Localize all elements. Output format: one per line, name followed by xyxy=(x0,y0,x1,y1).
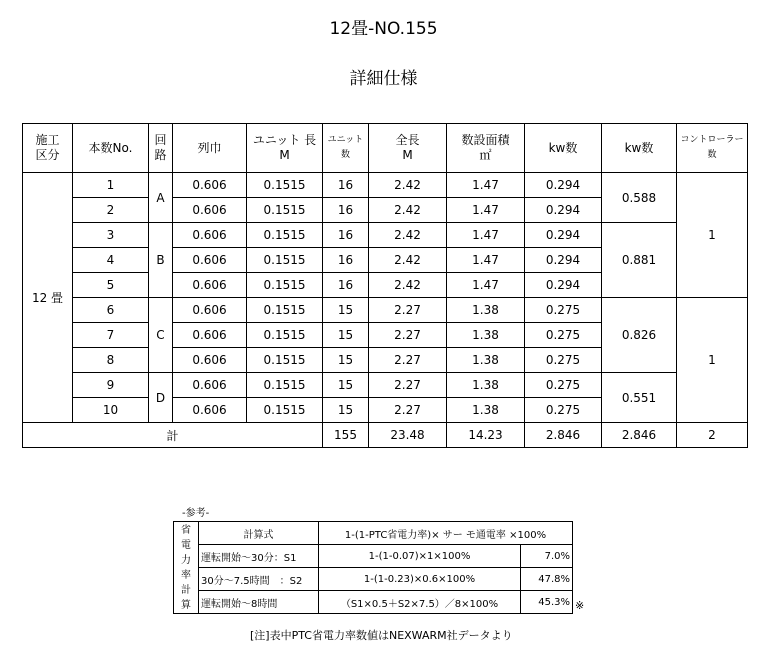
reference-row-label: 30分～7.5時間 ：S2 xyxy=(199,568,319,591)
controller-cell: 1 xyxy=(677,298,748,423)
table-row xyxy=(23,373,748,398)
reference-row-value: 45.3% xyxy=(521,591,573,614)
cell-unit-length: 0.1515 xyxy=(247,398,323,423)
cell-no: 3 xyxy=(73,223,149,248)
cell-total-length: 2.42 xyxy=(369,273,447,298)
cell-unit-count: 16 xyxy=(323,173,369,198)
cell-area: 1.38 xyxy=(447,373,525,398)
cell-width: 0.606 xyxy=(173,248,247,273)
cell-width: 0.606 xyxy=(173,223,247,248)
cell-no: 9 xyxy=(73,373,149,398)
cell-kw: 0.275 xyxy=(525,398,602,423)
cell-area: 1.47 xyxy=(447,248,525,273)
total-label: 計 xyxy=(23,423,323,448)
cell-width: 0.606 xyxy=(173,348,247,373)
cell-width: 0.606 xyxy=(173,398,247,423)
cell-no: 4 xyxy=(73,248,149,273)
cell-kw: 0.294 xyxy=(525,198,602,223)
reference-row-label: 運転開始～30分：S1 xyxy=(199,545,319,568)
cell-width: 0.606 xyxy=(173,273,247,298)
cell-width: 0.606 xyxy=(173,198,247,223)
cell-unit-length: 0.1515 xyxy=(247,273,323,298)
reference-row-value: 7.0% xyxy=(521,545,573,568)
cell-width: 0.606 xyxy=(173,173,247,198)
cell-unit-count: 15 xyxy=(323,323,369,348)
table-row xyxy=(23,298,748,323)
circuit-cell: B xyxy=(149,223,173,298)
cell-area: 1.47 xyxy=(447,173,525,198)
cell-area: 1.38 xyxy=(447,298,525,323)
spec-table xyxy=(22,123,748,448)
cell-unit-length: 0.1515 xyxy=(247,173,323,198)
reference-table xyxy=(173,521,573,614)
reference-header-formula: 1-(1-PTC省電力率)× サー モ通電率 ×100% xyxy=(319,522,573,545)
table-row xyxy=(23,223,748,248)
cell-area: 1.47 xyxy=(447,198,525,223)
cell-unit-count: 16 xyxy=(323,198,369,223)
footnote: [注]表中PTC省電力率数値はNEXWARM社データより xyxy=(250,629,513,642)
header-unit-count: ユニット 数 xyxy=(323,124,369,173)
cell-no: 8 xyxy=(73,348,149,373)
reference-caption: -参考- xyxy=(182,508,210,519)
cell-unit-count: 15 xyxy=(323,373,369,398)
cell-kw: 0.294 xyxy=(525,173,602,198)
total-unit-count: 155 xyxy=(323,423,369,448)
total-controllers: 2 xyxy=(677,423,748,448)
header-no: 本数No. xyxy=(73,124,149,173)
cell-kw: 0.294 xyxy=(525,248,602,273)
total-row xyxy=(23,423,748,448)
total-length: 23.48 xyxy=(369,423,447,448)
cell-total-length: 2.42 xyxy=(369,173,447,198)
cell-kw: 0.294 xyxy=(525,273,602,298)
header-laid-area: 数設面積 ㎡ xyxy=(447,124,525,173)
total-kw: 2.846 xyxy=(525,423,602,448)
header-area: 施工 区分 xyxy=(23,124,73,173)
cell-total-length: 2.27 xyxy=(369,398,447,423)
total-area: 14.23 xyxy=(447,423,525,448)
reference-row-label: 運転開始～8時間 xyxy=(199,591,319,614)
cell-no: 7 xyxy=(73,323,149,348)
cell-total-length: 2.27 xyxy=(369,373,447,398)
header-kw-sum: kw数 xyxy=(602,124,677,173)
cell-unit-length: 0.1515 xyxy=(247,298,323,323)
cell-area: 1.38 xyxy=(447,398,525,423)
cell-unit-count: 15 xyxy=(323,298,369,323)
cell-area: 1.38 xyxy=(447,323,525,348)
cell-width: 0.606 xyxy=(173,323,247,348)
reference-side-label: 省 電 力 率 計 算 xyxy=(174,522,199,614)
cell-total-length: 2.27 xyxy=(369,323,447,348)
cell-width: 0.606 xyxy=(173,373,247,398)
reference-row-value: 47.8% xyxy=(521,568,573,591)
reference-mark: ※ xyxy=(575,599,585,612)
cell-unit-count: 16 xyxy=(323,273,369,298)
table-row xyxy=(23,173,748,198)
cell-kw: 0.275 xyxy=(525,323,602,348)
header-row xyxy=(23,124,748,173)
kw-sum-cell: 0.826 xyxy=(602,298,677,373)
cell-total-length: 2.27 xyxy=(369,348,447,373)
cell-unit-length: 0.1515 xyxy=(247,223,323,248)
reference-row xyxy=(174,545,573,568)
cell-kw: 0.275 xyxy=(525,373,602,398)
header-kw: kw数 xyxy=(525,124,602,173)
kw-sum-cell: 0.551 xyxy=(602,373,677,423)
cell-unit-length: 0.1515 xyxy=(247,323,323,348)
kw-sum-cell: 0.881 xyxy=(602,223,677,298)
header-controller: コントローラー 数 xyxy=(677,124,748,173)
reference-row-formula: 1-(1-0.23)×0.6×100% xyxy=(319,568,521,591)
header-unit-length: ユニット 長 M xyxy=(247,124,323,173)
cell-no: 6 xyxy=(73,298,149,323)
cell-no: 5 xyxy=(73,273,149,298)
cell-unit-count: 16 xyxy=(323,223,369,248)
cell-total-length: 2.27 xyxy=(369,298,447,323)
page-title: 12畳-NO.155 xyxy=(329,19,438,39)
cell-unit-count: 15 xyxy=(323,348,369,373)
page-subtitle: 詳細仕様 xyxy=(349,69,418,89)
kw-sum-cell: 0.588 xyxy=(602,173,677,223)
cell-unit-count: 16 xyxy=(323,248,369,273)
area-cell: 12 畳 xyxy=(23,173,73,423)
cell-total-length: 2.42 xyxy=(369,198,447,223)
reference-header-label: 計算式 xyxy=(199,522,319,545)
cell-kw: 0.275 xyxy=(525,298,602,323)
header-total-length: 全長 M xyxy=(369,124,447,173)
cell-unit-length: 0.1515 xyxy=(247,248,323,273)
cell-total-length: 2.42 xyxy=(369,223,447,248)
reference-row-formula: 1-(1-0.07)×1×100% xyxy=(319,545,521,568)
cell-unit-count: 15 xyxy=(323,398,369,423)
cell-area: 1.47 xyxy=(447,223,525,248)
reference-row xyxy=(174,568,573,591)
circuit-cell: A xyxy=(149,173,173,223)
header-circuit: 回 路 xyxy=(149,124,173,173)
circuit-cell: D xyxy=(149,373,173,423)
reference-row-formula: （S1×0.5＋S2×7.5）／8×100% xyxy=(319,591,521,614)
cell-no: 1 xyxy=(73,173,149,198)
cell-no: 10 xyxy=(73,398,149,423)
cell-area: 1.38 xyxy=(447,348,525,373)
total-kw-sum: 2.846 xyxy=(602,423,677,448)
cell-unit-length: 0.1515 xyxy=(247,373,323,398)
cell-unit-length: 0.1515 xyxy=(247,198,323,223)
reference-row xyxy=(174,591,573,614)
cell-area: 1.47 xyxy=(447,273,525,298)
cell-unit-length: 0.1515 xyxy=(247,348,323,373)
controller-cell: 1 xyxy=(677,173,748,298)
reference-header-row xyxy=(174,522,573,545)
cell-kw: 0.294 xyxy=(525,223,602,248)
cell-total-length: 2.42 xyxy=(369,248,447,273)
circuit-cell: C xyxy=(149,298,173,373)
header-width: 列巾 xyxy=(173,124,247,173)
cell-kw: 0.275 xyxy=(525,348,602,373)
cell-width: 0.606 xyxy=(173,298,247,323)
cell-no: 2 xyxy=(73,198,149,223)
